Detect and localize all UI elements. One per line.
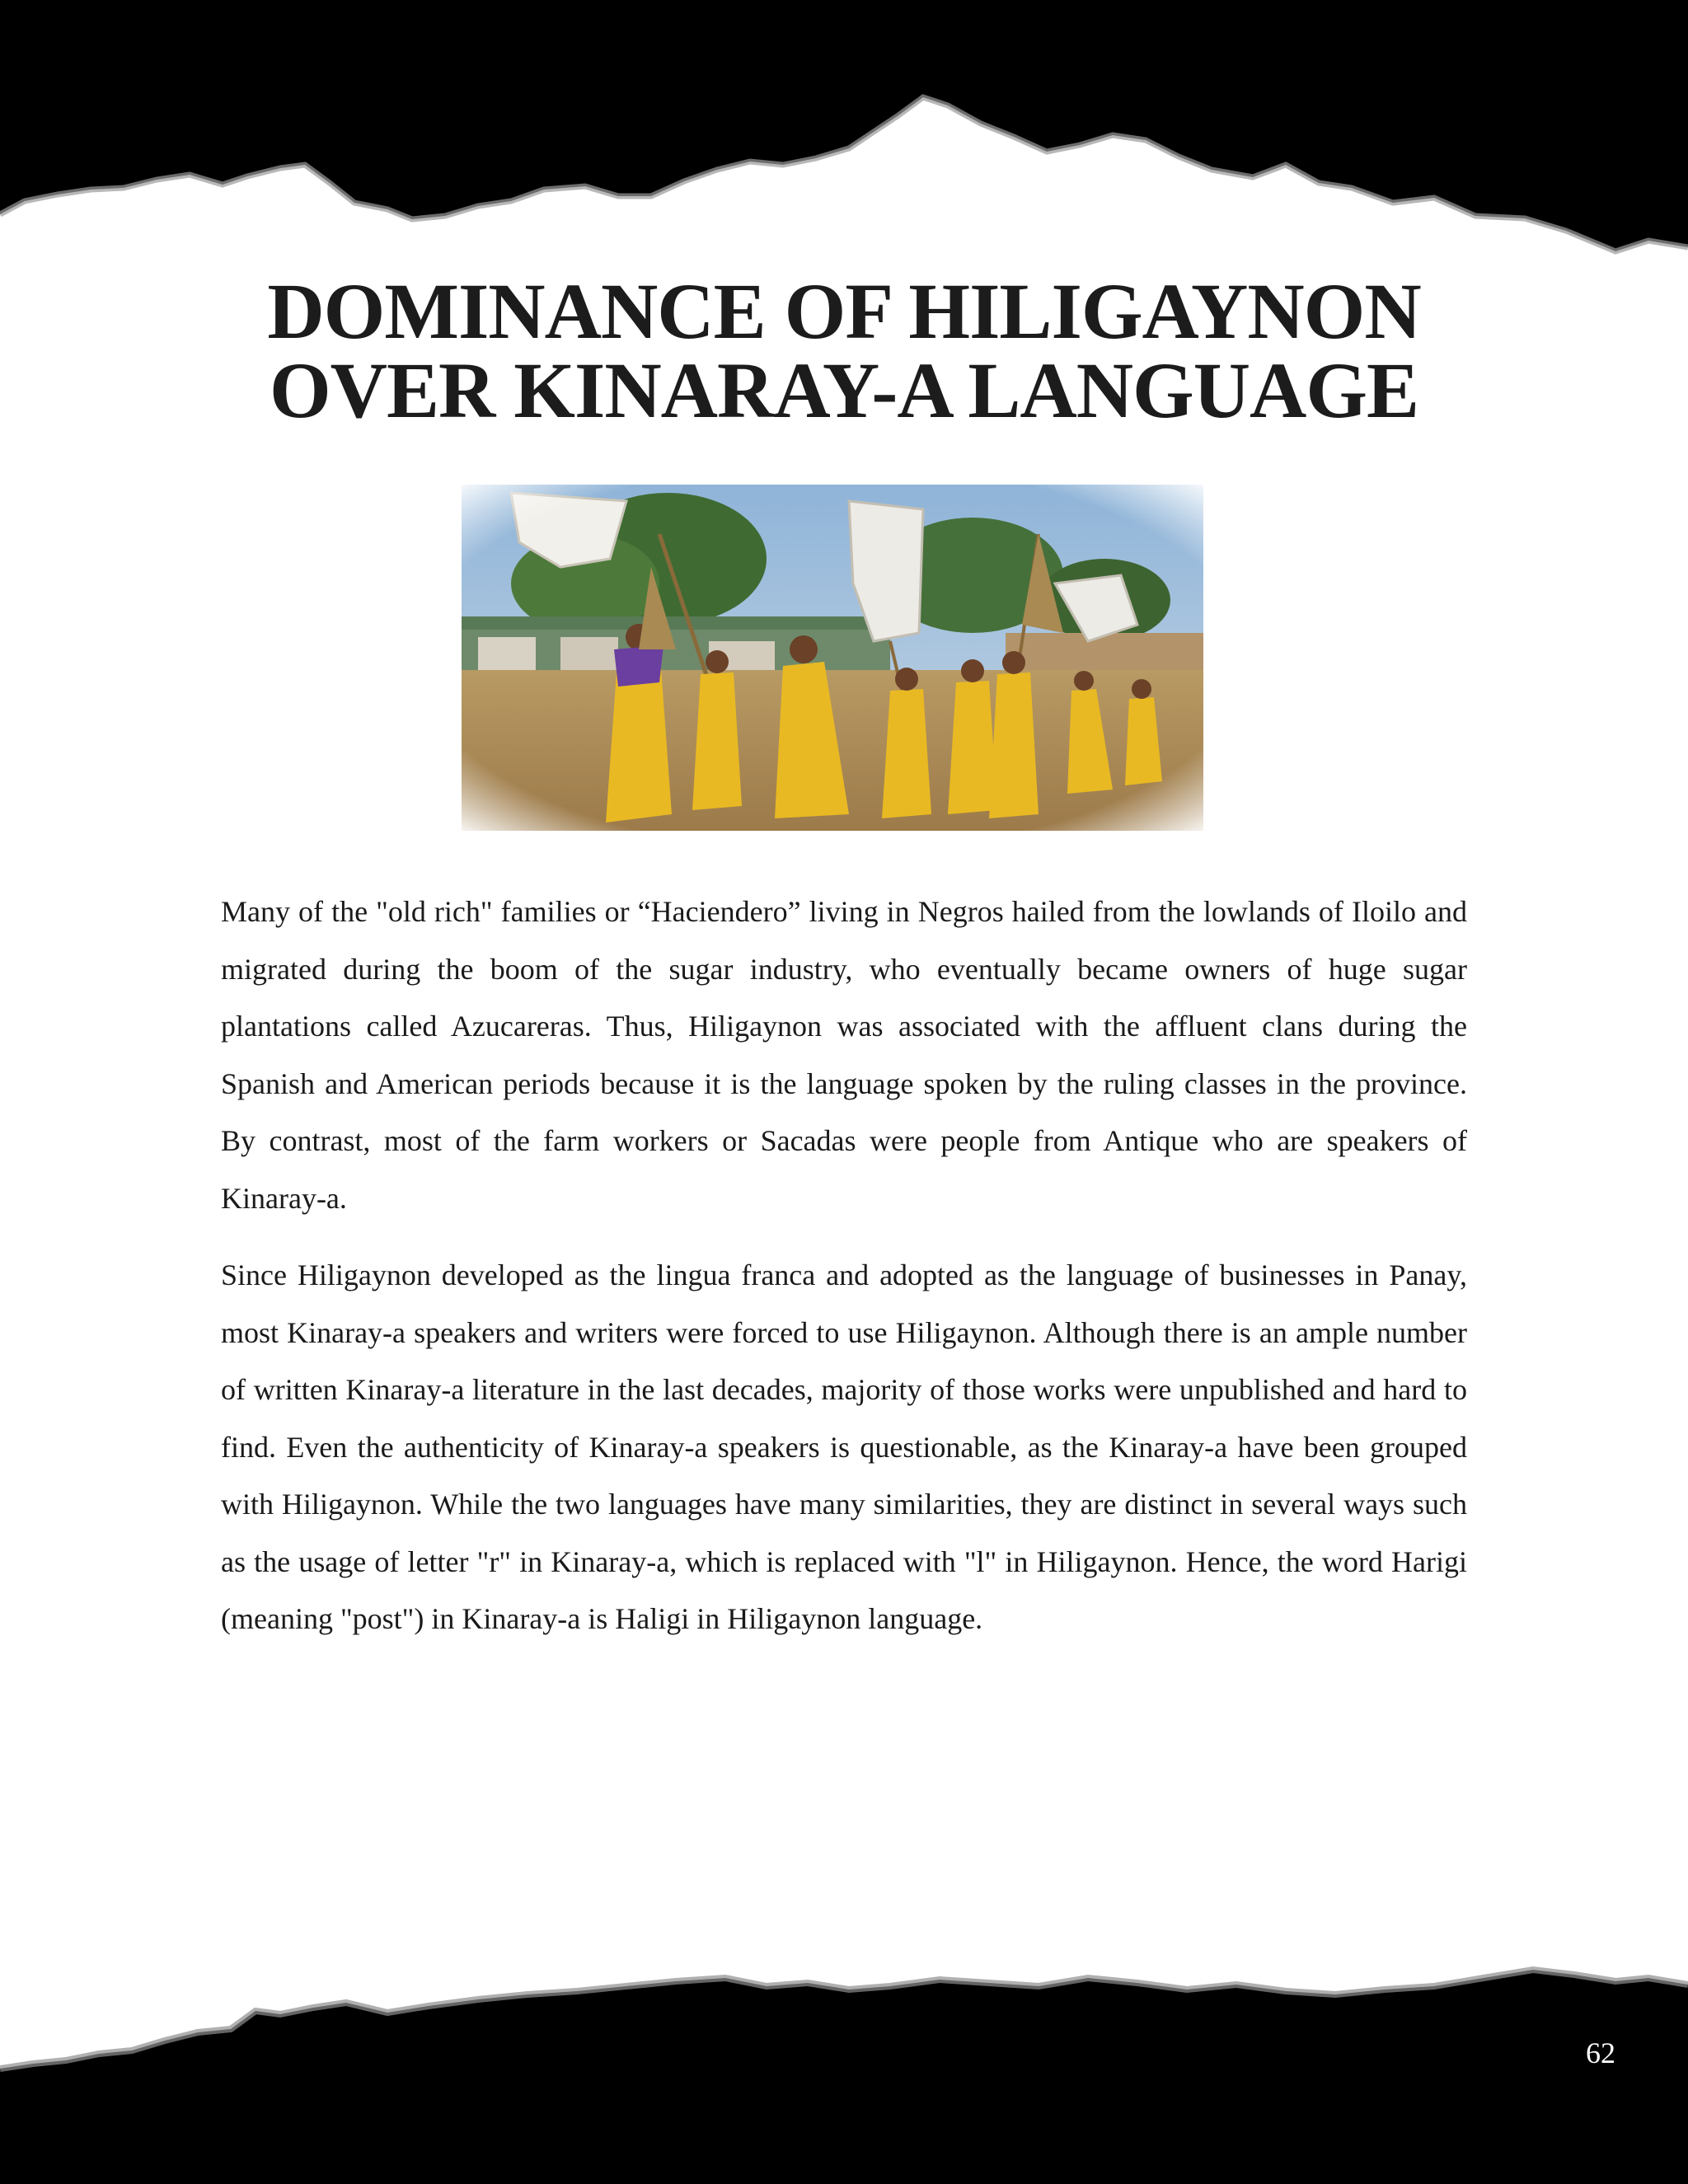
paragraph-1: Many of the "old rich" families or “Haciendero” living in Negros hailed from the lowlands of Iloilo and migrated during the boom of the sugar industry, who eventually became owners of huge sugar plantations called Azucareras. Thus, Hiligaynon was associated with the affluent clans during the Spanish and American periods because it is the language spoken by the ruling classes in the province. By contrast, most of the farm workers or Sacadas were people from Antique who are speakers of Kinaray-a. bbox=[221, 895, 1467, 1215]
page-number: 62 bbox=[1586, 2036, 1615, 2069]
torn-paper-top-edge bbox=[0, 0, 1688, 280]
festival-dancers-photo bbox=[462, 485, 1203, 831]
title-line-1: DOMINANCE OF HILIGAYNON bbox=[267, 267, 1421, 355]
torn-paper-bottom-edge bbox=[0, 1961, 1688, 2184]
paragraph-2: Since Hiligaynon developed as the lingua franca and adopted as the language of businesses in Panay, most Kinaray-a speakers and writers were forced to use Hiligaynon. Although there is an ample number of written Kinaray-a literature in the last decades, majority of those works were unpublished and hard to find. Even the authenticity of Kinaray-a speakers is questionable, as the Kinaray-a have been grouped with Hiligaynon. While the two languages have many similarities, they are distinct in several ways such as the usage of letter "r" in Kinaray-a, which is replaced with "l" in Hiligaynon. Hence, the word Harigi (meaning "post") in Kinaray-a is Haligi in Hiligaynon language. bbox=[221, 1258, 1467, 1635]
title-line-2: OVER KINARAY-A LANGUAGE bbox=[269, 346, 1419, 434]
page-title bbox=[0, 267, 1688, 434]
article-body bbox=[221, 883, 1467, 1668]
